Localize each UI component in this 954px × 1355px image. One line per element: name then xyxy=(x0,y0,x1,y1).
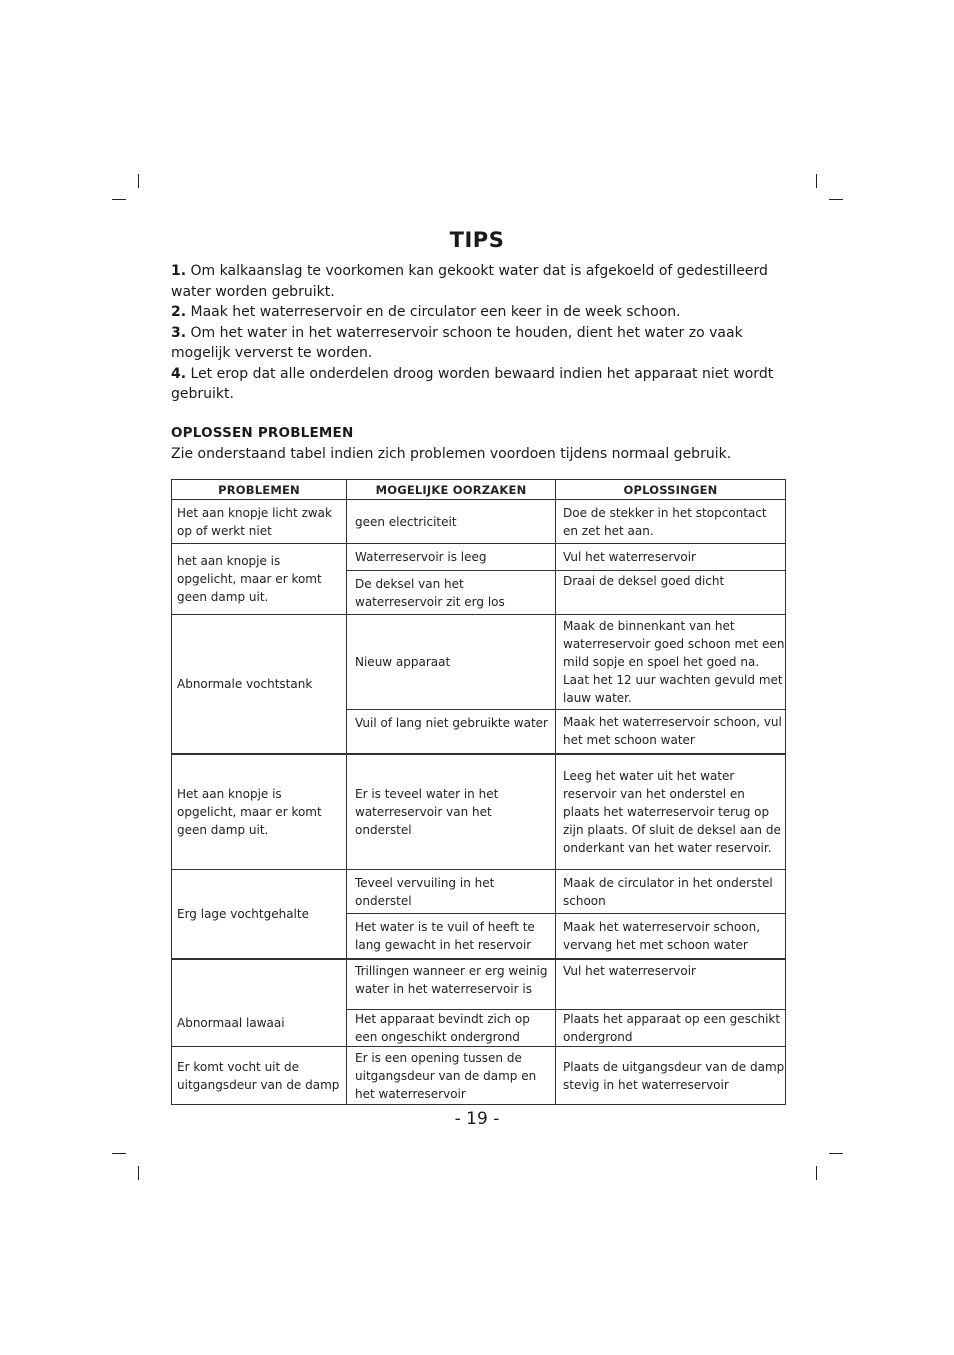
tip-number: 4. xyxy=(171,365,187,382)
tip-number: 3. xyxy=(171,324,187,341)
tip-text: Maak het waterreservoir en de circulator een keer in de week schoon. xyxy=(190,304,681,320)
crop-mark xyxy=(829,1153,843,1154)
cause-cell: Vuil of lang niet gebruikte water xyxy=(347,710,556,754)
table-row xyxy=(172,500,786,544)
tip-number: 2. xyxy=(171,304,187,320)
tip-item xyxy=(171,364,791,405)
crop-mark xyxy=(816,1166,817,1180)
tips-list xyxy=(171,261,791,405)
cause-cell: Teveel vervuiling in het onderstel xyxy=(347,870,556,914)
column-header: MOGELIJKE OORZAKEN xyxy=(347,480,556,500)
solution-cell: Maak het waterreservoir schoon, vul het met schoon water xyxy=(556,710,786,754)
solution-cell: Leeg het water uit het water reservoir van het onderstel en plaats het waterreservoir terug op zijn plaats. Of sluit de deksel aan de onderkant van het water reservoir. xyxy=(556,754,786,870)
cause-cell: Er is een opening tussen de uitgangsdeur van de damp en het waterreservoir xyxy=(347,1047,556,1105)
table-row xyxy=(172,754,786,870)
table-row xyxy=(172,870,786,914)
page-title: TIPS xyxy=(449,228,505,252)
tip-item xyxy=(171,323,791,364)
cause-cell: Er is teveel water in het waterreservoir van het onderstel xyxy=(347,754,556,870)
table-row xyxy=(172,615,786,710)
tip-item xyxy=(171,261,791,302)
column-header: PROBLEMEN xyxy=(172,480,347,500)
solution-cell: Plaats het apparaat op een geschikt ondergrond xyxy=(556,1010,786,1047)
table-row xyxy=(172,544,786,571)
cause-cell: Trillingen wanneer er erg weinig water in het waterreservoir is xyxy=(347,959,556,1010)
tip-text: Om het water in het waterreservoir schoon te houden, dient het water zo vaak mogelijk ververst te worden. xyxy=(171,324,743,361)
solution-cell: Maak de binnenkant van het waterreservoir goed schoon met een mild sopje en spoel het goed na. Laat het 12 uur wachten gevuld met lauw water. xyxy=(556,615,786,710)
solution-cell: Doe de stekker in het stopcontact en zet het aan. xyxy=(556,500,786,544)
tip-number: 1. xyxy=(171,263,187,279)
section-intro: Zie onderstaand tabel indien zich problemen voordoen tijdens normaal gebruik. xyxy=(171,446,732,462)
column-header: OPLOSSINGEN xyxy=(556,480,786,500)
cause-cell: Het apparaat bevindt zich op een ongeschikt ondergrond xyxy=(347,1010,556,1047)
troubleshooting-table xyxy=(171,479,786,1105)
cause-cell: De deksel van het waterreservoir zit erg los xyxy=(347,571,556,615)
solution-cell: Vul het waterreservoir xyxy=(556,544,786,571)
crop-mark xyxy=(138,1166,139,1180)
crop-mark xyxy=(829,199,843,200)
solution-cell: Maak het waterreservoir schoon, vervang het met schoon water xyxy=(556,914,786,959)
section-heading: OPLOSSEN PROBLEMEN xyxy=(171,425,354,441)
crop-mark xyxy=(112,1153,126,1154)
problem-cell: Erg lage vochtgehalte xyxy=(172,870,347,959)
cause-cell: Nieuw apparaat xyxy=(347,615,556,710)
table-header-row xyxy=(172,480,786,500)
crop-mark xyxy=(138,174,139,188)
cause-cell: Het water is te vuil of heeft te lang gewacht in het reservoir xyxy=(347,914,556,959)
problem-cell: Abnormale vochtstank xyxy=(172,615,347,754)
solution-cell: Plaats de uitgangsdeur van de damp stevig in het waterreservoir xyxy=(556,1047,786,1105)
cause-cell: Waterreservoir is leeg xyxy=(347,544,556,571)
crop-mark xyxy=(816,174,817,188)
problem-cell: het aan knopje is opgelicht, maar er komt geen damp uit. xyxy=(172,544,347,615)
problem-cell: Het aan knopje is opgelicht, maar er komt geen damp uit. xyxy=(172,754,347,870)
solution-cell: Maak de circulator in het onderstel schoon xyxy=(556,870,786,914)
solution-cell: Vul het waterreservoir xyxy=(556,959,786,1010)
tip-text: Om kalkaanslag te voorkomen kan gekookt water dat is afgekoeld of gedestilleerd water worden gebruikt. xyxy=(171,263,768,300)
problem-cell: Er komt vocht uit de uitgangsdeur van de damp xyxy=(172,1047,347,1105)
solution-cell: Draai de deksel goed dicht xyxy=(556,571,786,615)
tip-text: Let erop dat alle onderdelen droog worden bewaard indien het apparaat niet wordt gebruikt. xyxy=(171,365,774,402)
tip-item xyxy=(171,302,791,323)
problem-cell: Het aan knopje licht zwak op of werkt niet xyxy=(172,500,347,544)
table-row xyxy=(172,1047,786,1105)
crop-mark xyxy=(112,199,126,200)
table-row xyxy=(172,959,786,1010)
page-number: - 19 - xyxy=(454,1109,500,1129)
cause-cell: geen electriciteit xyxy=(347,500,556,544)
problem-cell: Abnormaal lawaai xyxy=(172,959,347,1047)
